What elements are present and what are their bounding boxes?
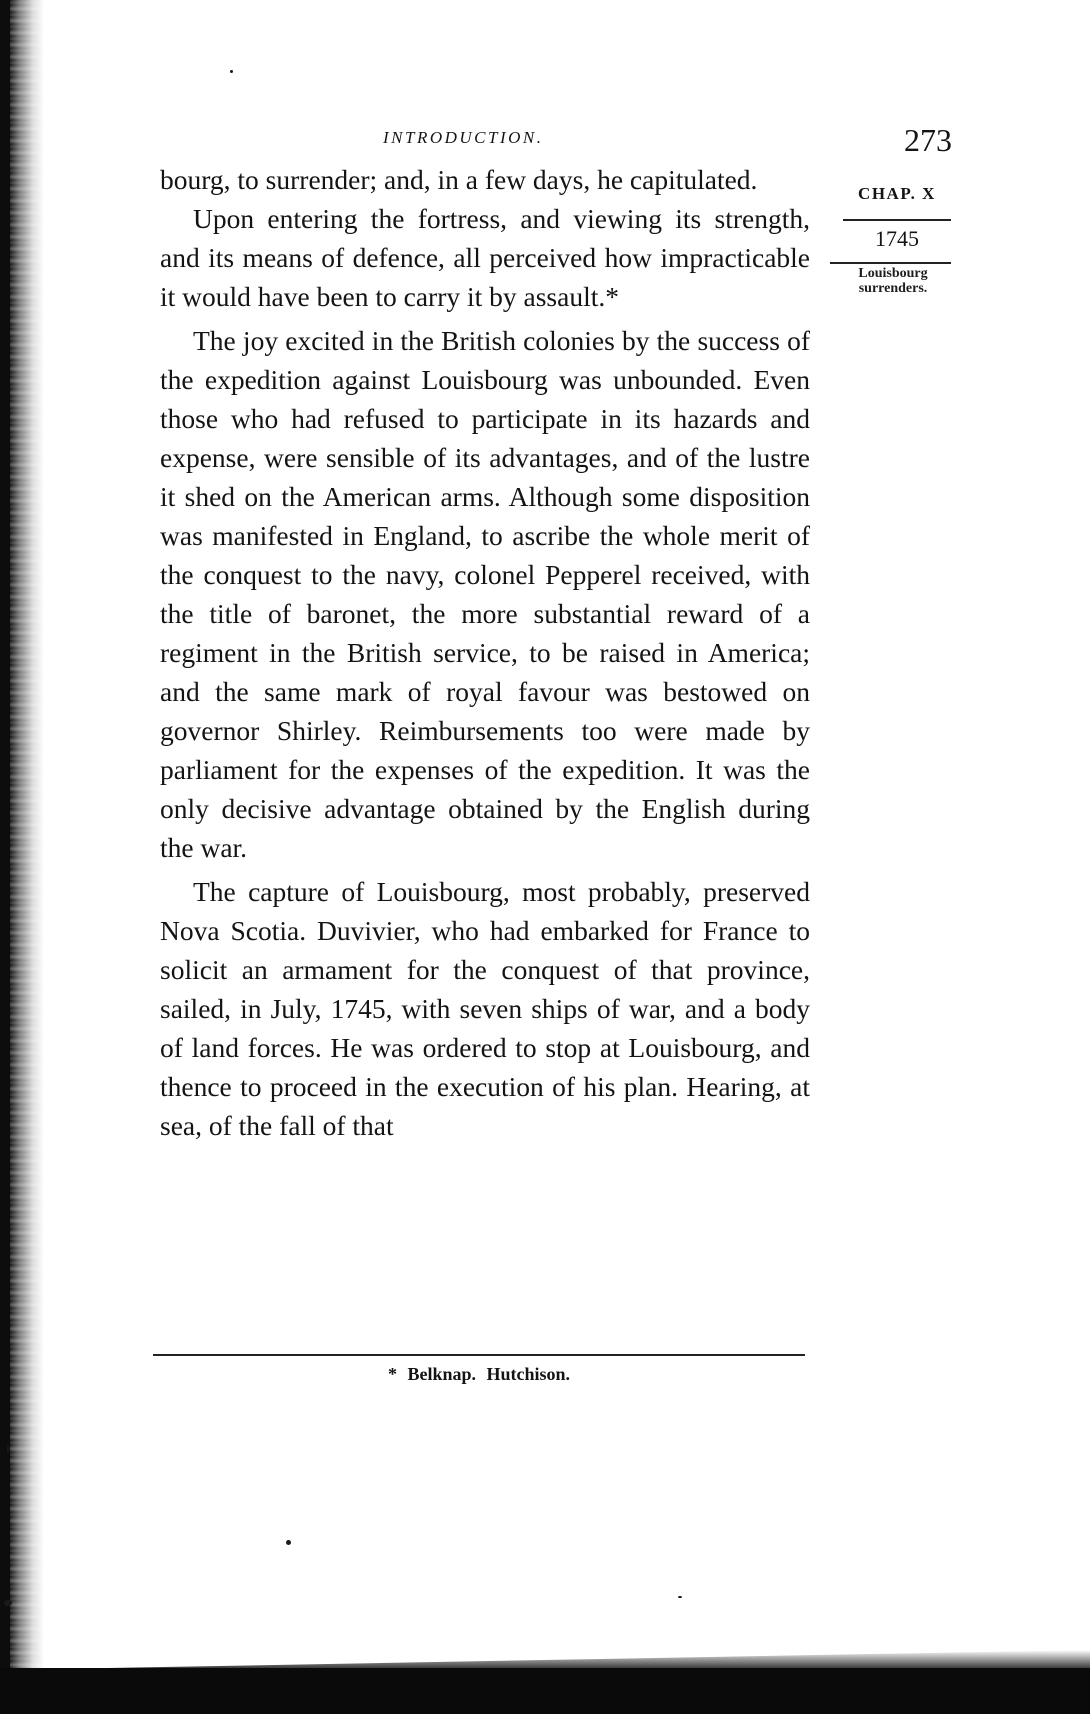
margin-note-line: Louisbourg [858, 266, 928, 281]
body-text [160, 160, 810, 1145]
page-number: 273 [904, 122, 952, 158]
scan-speck [678, 1596, 682, 1598]
margin-divider [830, 262, 951, 264]
page-bottom-edge [0, 1668, 1090, 1714]
footnote-divider [153, 1354, 805, 1356]
margin-note-line: surrenders. [858, 281, 928, 296]
margin-chapter-label: CHAP. X [858, 184, 936, 203]
page-bottom-shadow [0, 1650, 1090, 1670]
footnote: * Belknap. Hutchison. [387, 1364, 571, 1384]
scan-speck [4, 1600, 12, 1606]
margin-divider [843, 219, 951, 221]
paragraph: Upon entering the fortress, and viewing its strength, and its means of defence, all perceived how impracticable it would have been to carry it by assault.* [160, 203, 810, 312]
page-binding-edge [0, 0, 10, 1714]
scan-speck [230, 70, 233, 73]
margin-year: 1745 [875, 226, 919, 251]
running-head: INTRODUCTION. [383, 128, 544, 147]
paragraph: The joy excited in the British colonies by the success of the expedition against Louisbourg was unbounded. Even those who had refused to participate in its hazards and expense, were sensible of its advantages, and of the lustre it shed on the American arms. Although some disposition was manifested in England, to ascribe the whole merit of the conquest to the navy, colonel Pepperel received, with the title of baronet, the more substantial reward of a regiment in the British service, to be raised in America; and the same mark of royal favour was bestowed on governor Shirley. Reimbursements too were made by parliament for the expenses of the expedition. It was the only decisive advantage obtained by the English during the war. [160, 325, 810, 863]
paragraph: The capture of Louisbourg, most probably, preserved Nova Scotia. Duvivier, who had embarked for France to solicit an armament for the conquest of that province, sailed, in July, 1745, with seven ships of war, and a body of land forces. He was ordered to stop at Louisbourg, and thence to proceed in the execution of his plan. Hearing, at sea, of the fall of that [160, 876, 810, 1141]
margin-note [823, 266, 963, 296]
scan-speck [7, 1445, 9, 1453]
paragraph: bourg, to surrender; and, in a few days, he capitulated. [160, 164, 758, 195]
scan-speck [286, 1540, 291, 1545]
